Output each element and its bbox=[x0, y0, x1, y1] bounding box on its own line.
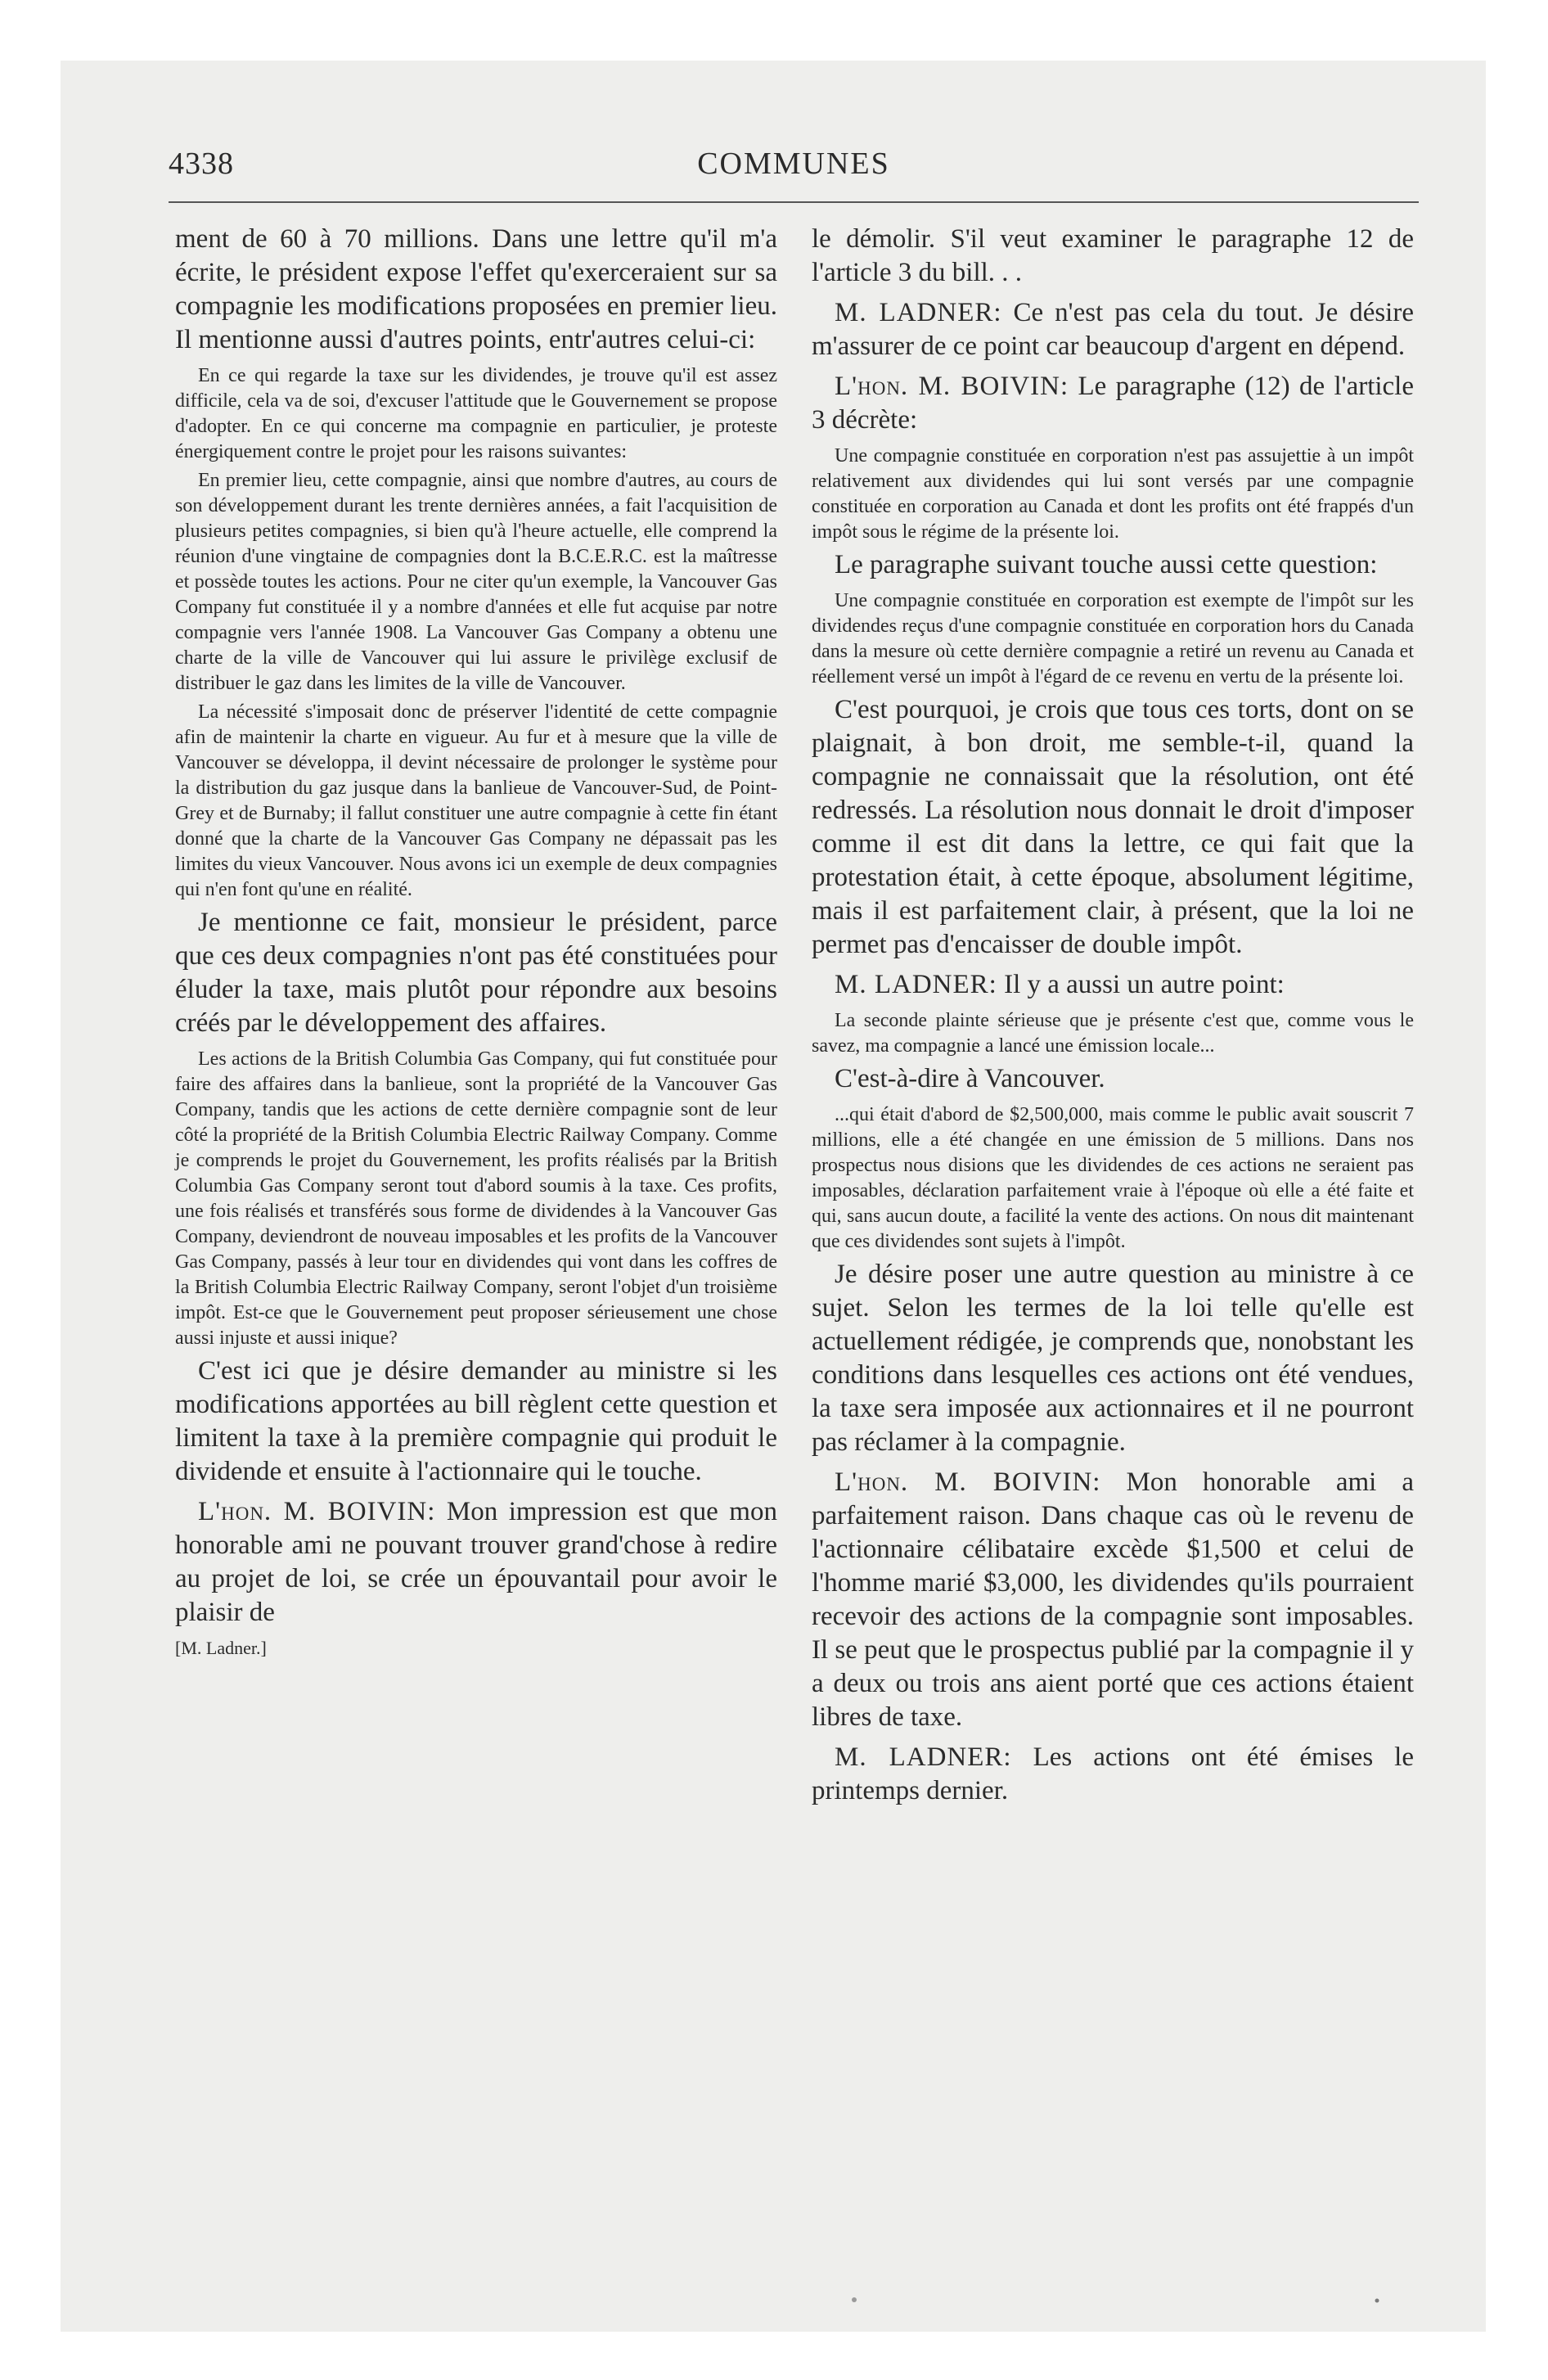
paragraph: Je mentionne ce fait, monsieur le président, parce que ces deux compagnies n'ont pas été constituées pour éluder la taxe, mais plutôt pour répondre aux besoins créés par le développement des affaires. bbox=[175, 908, 777, 1038]
speech-text: Mon honorable ami a parfaitement raison. Dans chaque cas où le revenu de l'actionnaire célibataire excède $1,500 et celui de l'homme marié $3,000, les dividendes qu'ils pourraient recevoir des actions de la compagnie sont imposables. Il se peut que le prospectus publié par la compagnie il y a deux ou trois ans aient porté que ces actions étaient libres de taxe. bbox=[812, 1467, 1414, 1732]
paragraph: C'est pourquoi, je crois que tous ces torts, dont on se plaignait, à bon droit, me semble-t-il, quand la compagnie ne connaissait que la résolution, ont été redressés. La résolution nous donnait le droit d'imposer comme il est dit dans la lettre, ce qui fait que la protestation était, à cette époque, absolument légitime, mais il est parfaitement clair, à présent, que la loi ne permet pas d'encaisser de double impôt. bbox=[812, 695, 1414, 959]
quoted-statute: Une compagnie constituée en corporation n'est pas assujettie à un impôt relativement aux dividendes qui lui sont versés par une compagnie constituée en corporation au Canada et dont les profits ont été frappés d'un impôt sous le régime de la présente loi. bbox=[812, 445, 1414, 543]
speaker-name: M. LADNER: bbox=[835, 970, 997, 999]
speaker-name: L'hon. M. BOIVIN: bbox=[835, 372, 1069, 401]
speech-text: Les actions ont été émises le printemps dernier. bbox=[812, 1742, 1414, 1805]
quoted-letter: La nécessité s'imposait donc de préserver l'identité de cette compagnie afin de maintenir la charte en vigueur. Au fur et à mesure que la ville de Vancouver se développa, il devint nécessaire de prolonger le système pour la distribution du gaz jusque dans la banlieue de Vancouver-Sud, de Point-Grey et de Burnaby; il fallut constituer une autre compagnie à cette fin étant donné que la charte de la Vancouver Gas Company ne dépassait pas les limites du vieux Vancouver. Nous avons ici un exemple de deux compagnies qui n'en font qu'une en réalité. bbox=[175, 701, 777, 900]
quoted-letter: La seconde plainte sérieuse que je présente c'est que, comme vous le savez, ma compagnie a lancé une émission locale... bbox=[812, 1010, 1414, 1057]
quoted-statute: Une compagnie constituée en corporation est exempte de l'impôt sur les dividendes reçus d'une compagnie constituée en corporation hors du Canada dans la mesure où cette dernière compagnie a retiré un revenu au Canada et réellement versé un impôt à l'égard de ce revenu en vertu de la présente loi. bbox=[812, 590, 1414, 687]
paragraph: C'est-à-dire à Vancouver. bbox=[835, 1064, 1105, 1093]
quoted-letter: En premier lieu, cette compagnie, ainsi que nombre d'autres, au cours de son développement durant les trente dernières années, a fait l'acquisition de plusieurs petites compagnies, si bien qu'à l'heure actuelle, elle comprend la réunion d'une vingtaine de compagnies dont la B.C.E.R.C. est la maîtresse et possède toutes les actions. Pour ne citer qu'un exemple, la Vancouver Gas Company fut constituée il y a nombre d'années et elle fut acquise par notre compagnie vers l'année 1908. La Vancouver Gas Company a obtenu une charte de la ville de Vancouver qui lui assure le privilège exclusif de distribuer le gaz dans les limites de la ville de Vancouver. bbox=[175, 470, 777, 694]
paragraph: le démolir. S'il veut examiner le paragraphe 12 de l'article 3 du bill. . . bbox=[812, 224, 1414, 287]
scan-speck bbox=[1375, 2299, 1379, 2303]
paragraph: Le paragraphe suivant touche aussi cette question: bbox=[835, 550, 1378, 579]
paragraph: Je désire poser une autre question au ministre à ce sujet. Selon les termes de la loi telle qu'elle est actuellement rédigée, je comprends que, nonobstant les conditions dans lesquelles ces actions ont été vendues, la taxe sera imposée aux actionnaires et il ne pourront pas réclamer à la compagnie. bbox=[812, 1260, 1414, 1457]
paragraph: ment de 60 à 70 millions. Dans une lettre qu'il m'a écrite, le président expose l'effet qu'exerceraient sur sa compagnie les modifications proposées en premier lieu. Il mentionne aussi d'autres points, entr'autres celui-ci: bbox=[175, 224, 777, 354]
speech-text: Il y a aussi un autre point: bbox=[997, 970, 1285, 999]
paragraph: C'est ici que je désire demander au ministre si les modifications apportées au bill règlent cette question et limitent la taxe à la première compagnie qui produit le dividende et ensuite à l'actionnaire qui le touche. bbox=[175, 1356, 777, 1486]
speaker-name: M. LADNER: bbox=[835, 298, 1002, 327]
running-head: COMMUNES bbox=[697, 146, 890, 181]
page-number: 4338 bbox=[169, 146, 234, 181]
quoted-letter: Les actions de la British Columbia Gas Company, qui fut constituée pour faire des affaires dans la banlieue, sont la propriété de la Vancouver Gas Company, tandis que les actions de cette dernière compagnie sont de leur côté la propriété de la British Columbia Electric Railway Company. Comme je comprends le projet du Gouvernement, les profits réalisés par la British Columbia Gas Company seront tout d'abord soumis à la taxe. Ces profits, une fois réalisés et transférés sous forme de dividendes à la Vancouver Gas Company, deviendront de nouveau imposables et les profits de la Vancouver Gas Company, passés à leur tour en dividendes qui vont dans les coffres de la British Columbia Electric Railway Company, seront l'objet d'un troisième impôt. Est-ce que le Gouvernement peut proposer sérieusement une chose aussi injuste et aussi inique? bbox=[175, 1048, 777, 1349]
speech-text: Le paragraphe (12) de l'article 3 décrète: bbox=[812, 372, 1414, 435]
speaker-name: M. LADNER: bbox=[835, 1742, 1012, 1772]
quoted-letter: ...qui était d'abord de $2,500,000, mais comme le public avait souscrit 7 millions, elle a été changée en une émission de 5 millions. Dans nos prospectus nous disions que les dividendes de ces actions ne seraient pas imposables, déclaration parfaitement vraie à l'époque où elle a été faite et qui, sans aucun doute, a facilité la vente des actions. On nous dit maintenant que ces dividendes sont sujets à l'impôt. bbox=[812, 1104, 1414, 1252]
speech-text: Mon impression est que mon honorable ami ne pouvant trouver grand'chose à redire au projet de loi, se crée un épouvantail pour avoir le plaisir de bbox=[175, 1497, 777, 1627]
quoted-letter: En ce qui regarde la taxe sur les dividendes, je trouve qu'il est assez difficile, cela va de soi, d'excuser l'attitude que le Gouvernement se propose d'adopter. En ce qui concerne ma compagnie en particulier, je proteste énergiquement contre le projet pour les raisons suivantes: bbox=[175, 365, 777, 462]
page-footer-speaker: [M. Ladner.] bbox=[175, 1638, 267, 1658]
speaker-name: L'hon. M. BOIVIN: bbox=[198, 1497, 436, 1526]
speaker-name: L'hon. M. BOIVIN: bbox=[835, 1467, 1101, 1497]
speech-text: Ce n'est pas cela du tout. Je désire m'assurer de ce point car beaucoup d'argent en dépend. bbox=[812, 298, 1414, 361]
scan-speck bbox=[852, 2297, 857, 2302]
